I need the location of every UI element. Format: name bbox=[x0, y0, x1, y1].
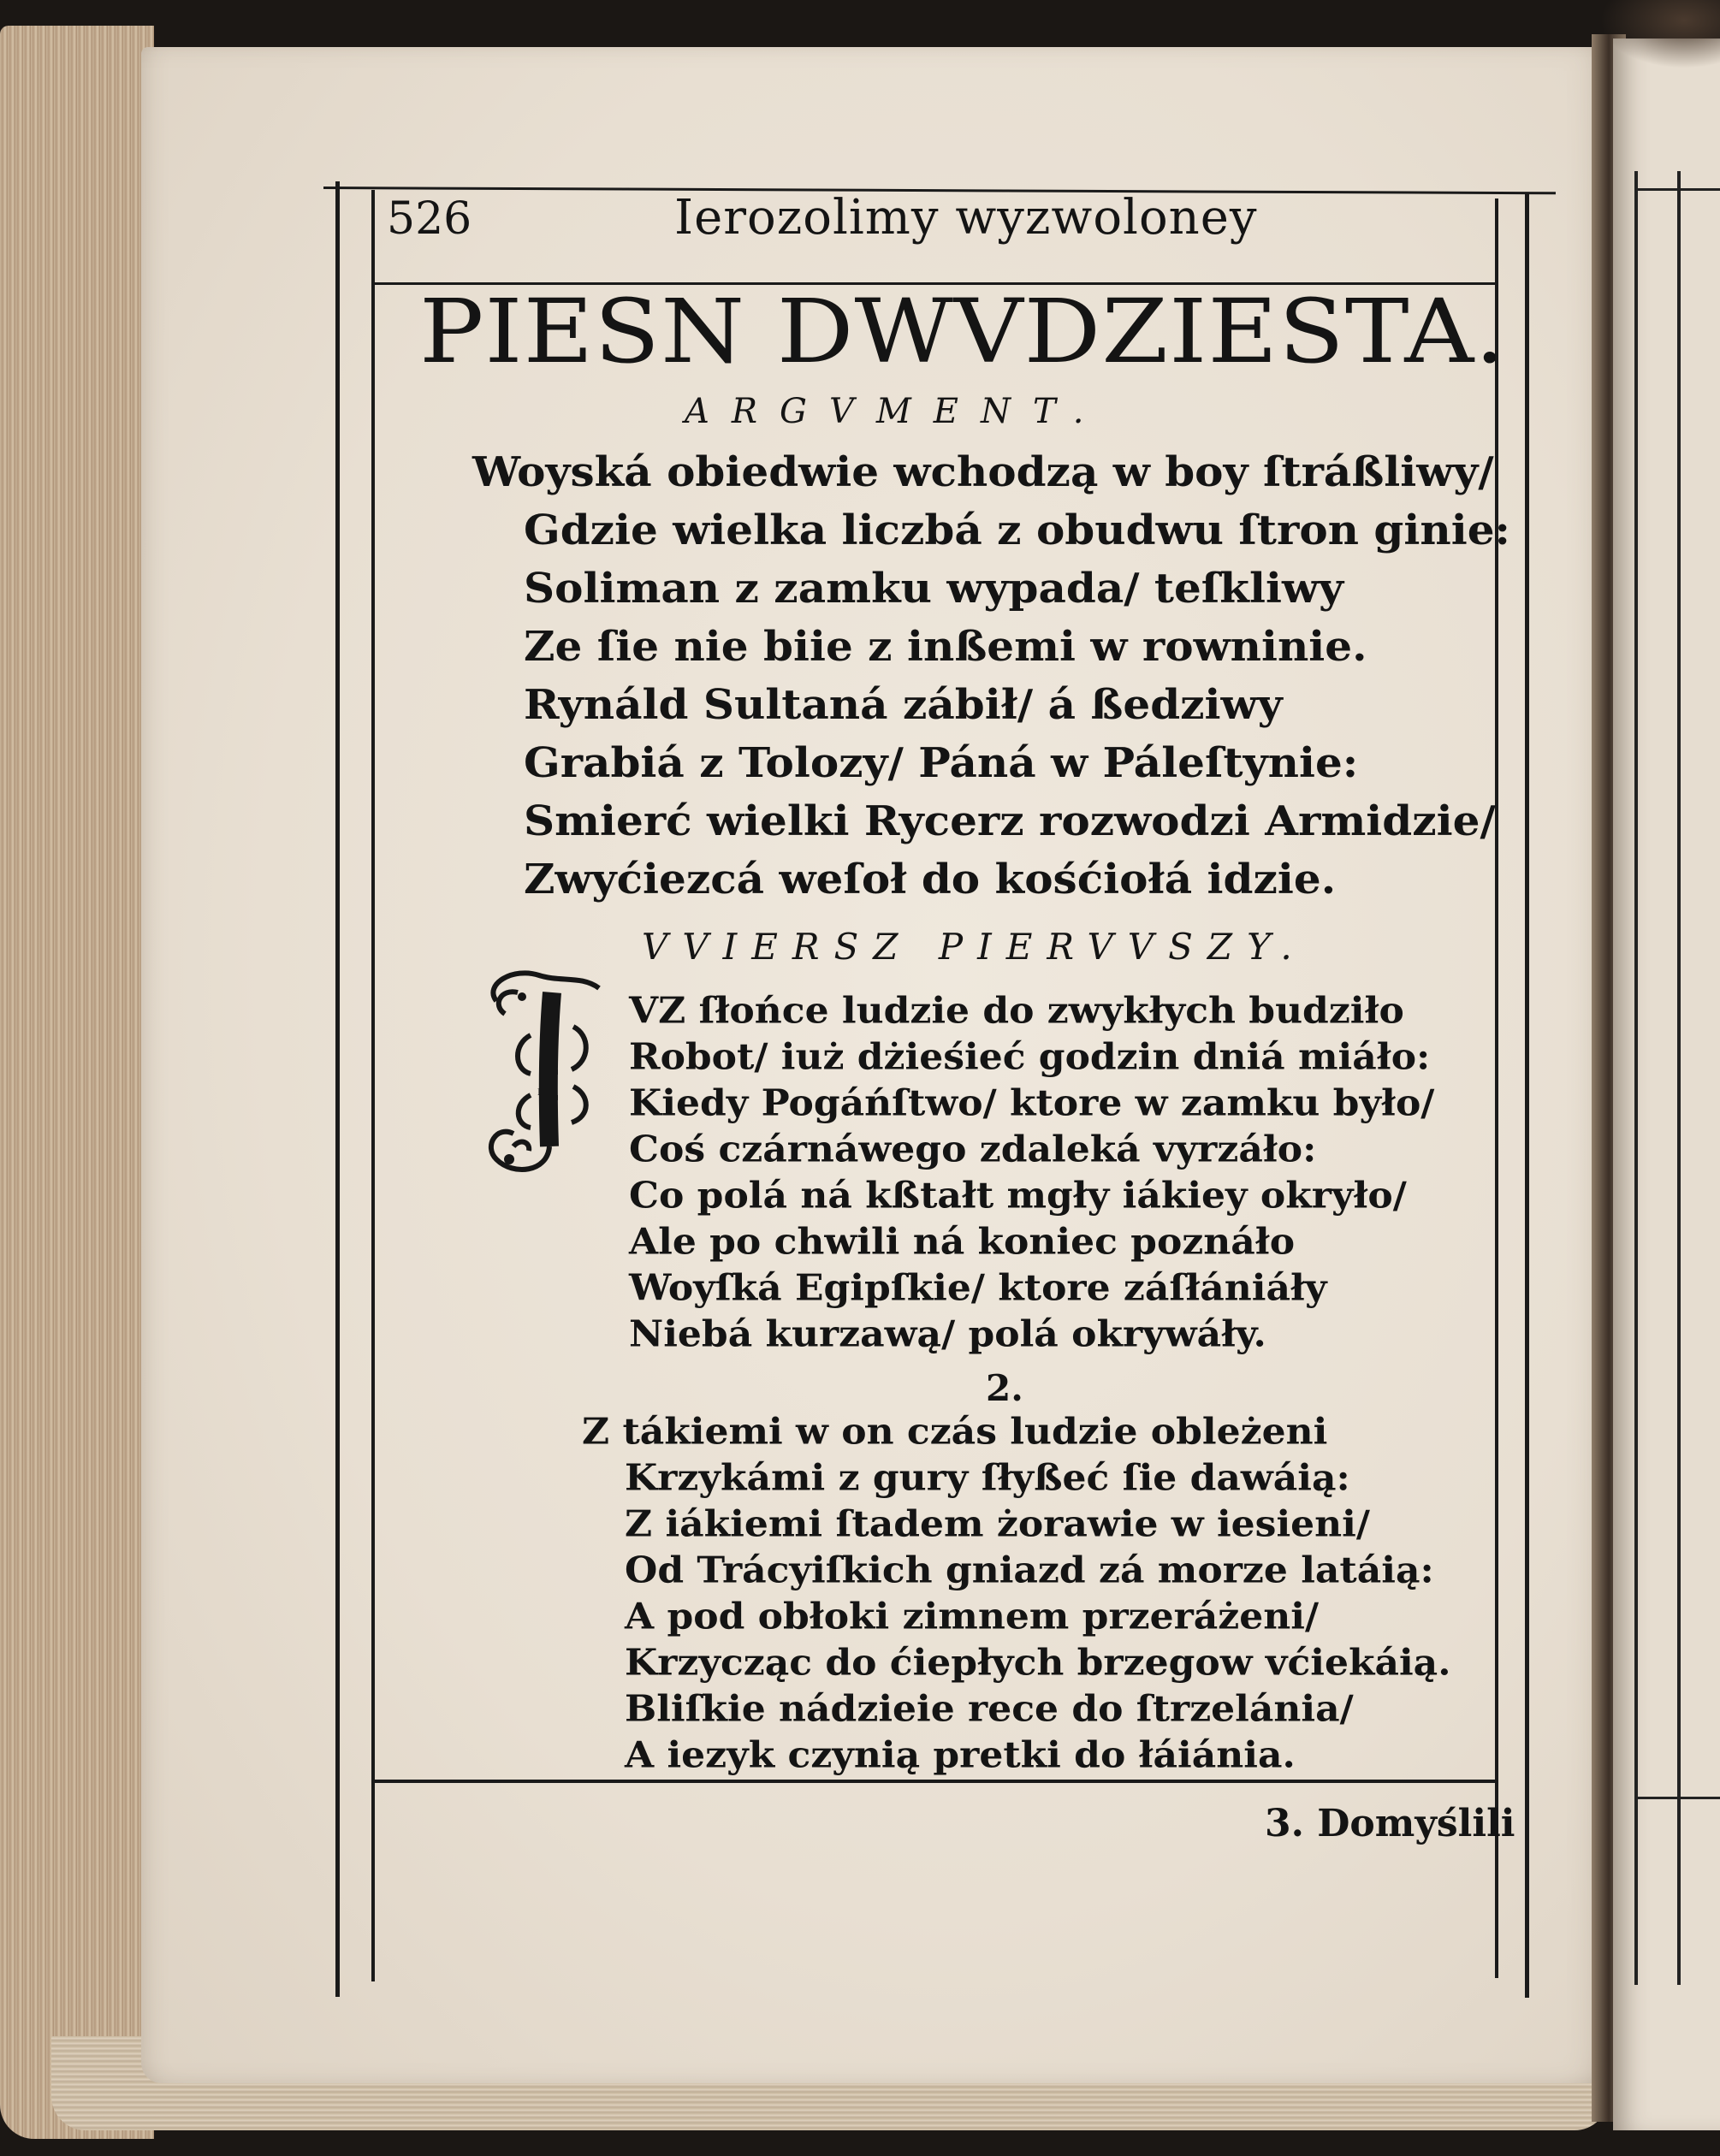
verse-line: Robot/ iuż dżieśieć godzin dniá miáło: bbox=[629, 1036, 1431, 1078]
catchword: 3. Domyślili bbox=[1265, 1802, 1515, 1845]
verse-line: Krzycząc do ćiepłych brzegow vćiekáią. bbox=[625, 1642, 1451, 1684]
right-page bbox=[1613, 38, 1720, 2130]
verse-line: Z tákiemi w on czás ludzie obleżeni bbox=[582, 1411, 1328, 1453]
argument-line: Gdzie wielka liczbá z obudwu ſtron ginie: bbox=[524, 506, 1511, 554]
verse-line: Woyſká Egipſkie/ ktore záſłániáły bbox=[629, 1267, 1327, 1309]
page-block-edge bbox=[0, 26, 154, 2139]
page-number: 526 bbox=[387, 193, 472, 245]
verse-line: Od Trácyiſkich gniazd zá morze latáią: bbox=[625, 1549, 1434, 1591]
drop-cap-ornament bbox=[479, 967, 608, 1181]
stanza-heading: VVIERSZ PIERVVSZY. bbox=[642, 926, 1307, 968]
verse-line: Kiedy Pogáńſtwo/ ktore w zamku było/ bbox=[629, 1082, 1435, 1124]
stanza-number: 2. bbox=[986, 1367, 1023, 1409]
running-head: Ierozolimy wyzwoloney bbox=[674, 190, 1258, 246]
verse-line: Niebá kurzawą/ polá okrywáły. bbox=[629, 1313, 1266, 1355]
verse-line: Bliſkie nádzieie rece do ſtrzelánia/ bbox=[625, 1688, 1354, 1730]
verse-line: VZ ſłońce ludzie do zwykłych budziło bbox=[629, 990, 1404, 1032]
argument-line: Ze ſie nie biie z inßemi w rowninie. bbox=[524, 622, 1367, 671]
frame-rule-right-inner bbox=[1495, 198, 1498, 1978]
verse-line: Ale po chwili ná koniec poznáło bbox=[629, 1221, 1296, 1263]
argument-line: Soliman z zamku wypada/ teſkliwy bbox=[524, 564, 1344, 613]
right-page-title-rule bbox=[1634, 188, 1720, 191]
right-page-frame-rule bbox=[1677, 171, 1681, 1985]
verse-line: Z iákiemi ſtadem żorawie w iesieni/ bbox=[625, 1503, 1370, 1545]
verse-line: A pod obłoki zimnem przeráżeni/ bbox=[625, 1596, 1320, 1638]
argument-line: Rynáld Sultaná zábił/ á ßedziwy bbox=[524, 680, 1283, 729]
verse-line: Coś czárnáwego zdaleká vyrzáło: bbox=[629, 1128, 1317, 1170]
right-page-frame-rule bbox=[1634, 171, 1638, 1985]
argument-line: Woyská obiedwie wchodzą w boy ſtráßliwy/ bbox=[472, 447, 1494, 496]
verse-line: A iezyk czynią pretki do łáiánia. bbox=[625, 1734, 1296, 1776]
argument-line: Zwyćiezcá weſoł do kośćiołá idzie. bbox=[524, 855, 1337, 903]
svg-text:I: I bbox=[537, 1088, 541, 1098]
argument-line: Grabiá z Tolozy/ Páná w Páleſtynie: bbox=[524, 738, 1359, 787]
verse-line: Krzykámi z gury ſłyßeć ſie dawáią: bbox=[625, 1457, 1350, 1499]
frame-rule-left-inner bbox=[371, 190, 375, 1981]
frame-rule-bottom bbox=[375, 1780, 1498, 1783]
argument-line: Smierć wielki Rycerz rozwodzi Armidzie/ bbox=[524, 797, 1496, 845]
binding-shadow bbox=[1600, 0, 1720, 68]
right-page-bottom-rule bbox=[1634, 1797, 1720, 1799]
argument-heading: ARGVMENT. bbox=[685, 392, 1106, 431]
frame-rule-right-outer bbox=[1525, 192, 1529, 1998]
canto-title: PIESN DWVDZIESTA. bbox=[419, 281, 1506, 383]
verse-line: Co polá ná kßtałt mgły iákiey okryło/ bbox=[629, 1175, 1407, 1217]
frame-rule-left-outer bbox=[335, 181, 340, 1997]
